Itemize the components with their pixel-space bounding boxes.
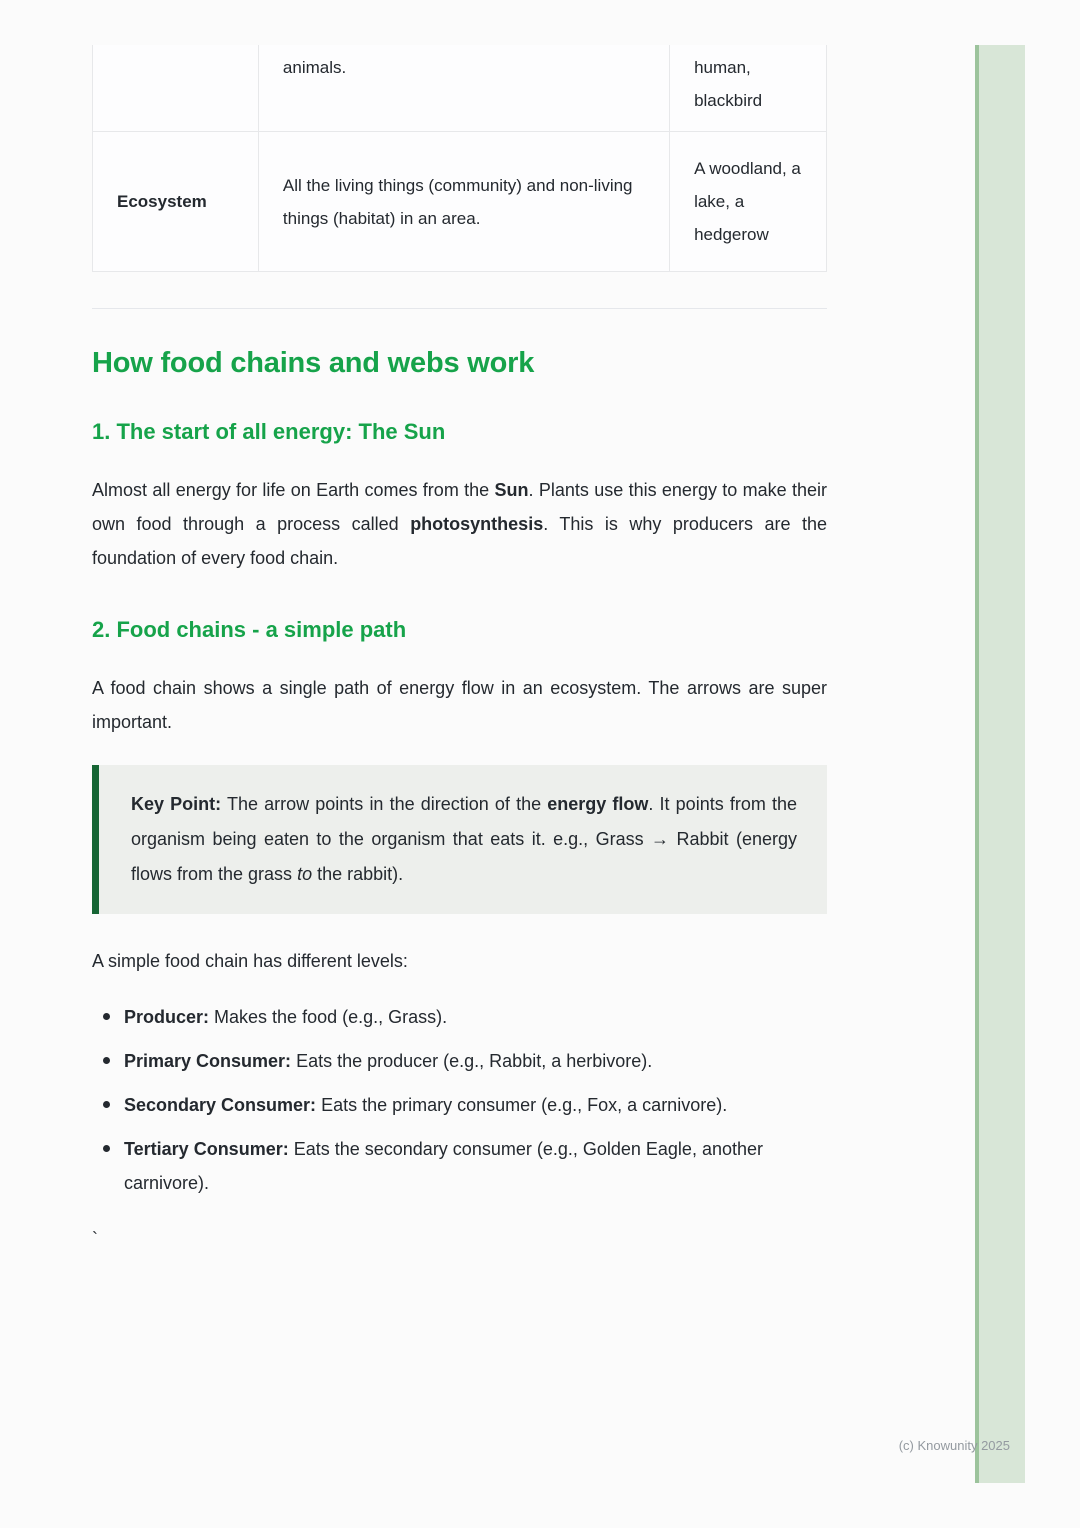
list-item-primary-consumer: Primary Consumer: Eats the producer (e.g., Rabbit, a herbivore). [92, 1044, 827, 1078]
table-cell-definition: All the living things (community) and non-living things (habitat) in an area. [258, 132, 669, 272]
key-point-callout [92, 765, 827, 914]
levels-intro: A simple food chain has different levels: [92, 951, 408, 971]
table-row-partial [93, 45, 827, 132]
table-cell-examples: human, blackbird [670, 45, 827, 132]
section-divider [92, 308, 827, 309]
table-row-ecosystem [93, 132, 827, 272]
paragraph-food-chains: A food chain shows a single path of energy flow in an ecosystem. The arrows are super important. [92, 678, 827, 732]
key-point-text: Key Point: The arrow points in the direction of the energy flow. It points from the organism being eaten to the organism that eats it. e.g., Grass → Rabbit (energy flows from the grass to the rabbit). [131, 794, 797, 884]
section-heading-food-chains: 2. Food chains - a simple path [92, 617, 407, 642]
glossary-table [92, 45, 827, 272]
stray-backtick: ` [92, 1229, 98, 1249]
table-cell-examples: A woodland, a lake, a hedgerow [670, 132, 827, 272]
list-item-tertiary-consumer: Tertiary Consumer: Eats the secondary consumer (e.g., Golden Eagle, another carnivore). [92, 1132, 827, 1200]
levels-list [92, 1000, 827, 1200]
table-cell-definition: animals. [258, 45, 669, 132]
table-cell-term [93, 45, 259, 132]
section-heading-sun: 1. The start of all energy: The Sun [92, 419, 446, 444]
page-side-accent-bar [975, 45, 1025, 1483]
document-content [92, 45, 827, 1256]
paragraph-sun: Almost all energy for life on Earth comes from the Sun. Plants use this energy to make their own food through a process called photosynthesis. This is why producers are the foundation of every food chain. [92, 480, 827, 568]
table-cell-term: Ecosystem [93, 132, 259, 272]
list-item-secondary-consumer: Secondary Consumer: Eats the primary consumer (e.g., Fox, a carnivore). [92, 1088, 827, 1122]
list-item-producer: Producer: Makes the food (e.g., Grass). [92, 1000, 827, 1034]
page-title: How food chains and webs work [92, 347, 535, 379]
copyright-footer: (c) Knowunity 2025 [898, 1438, 1010, 1453]
